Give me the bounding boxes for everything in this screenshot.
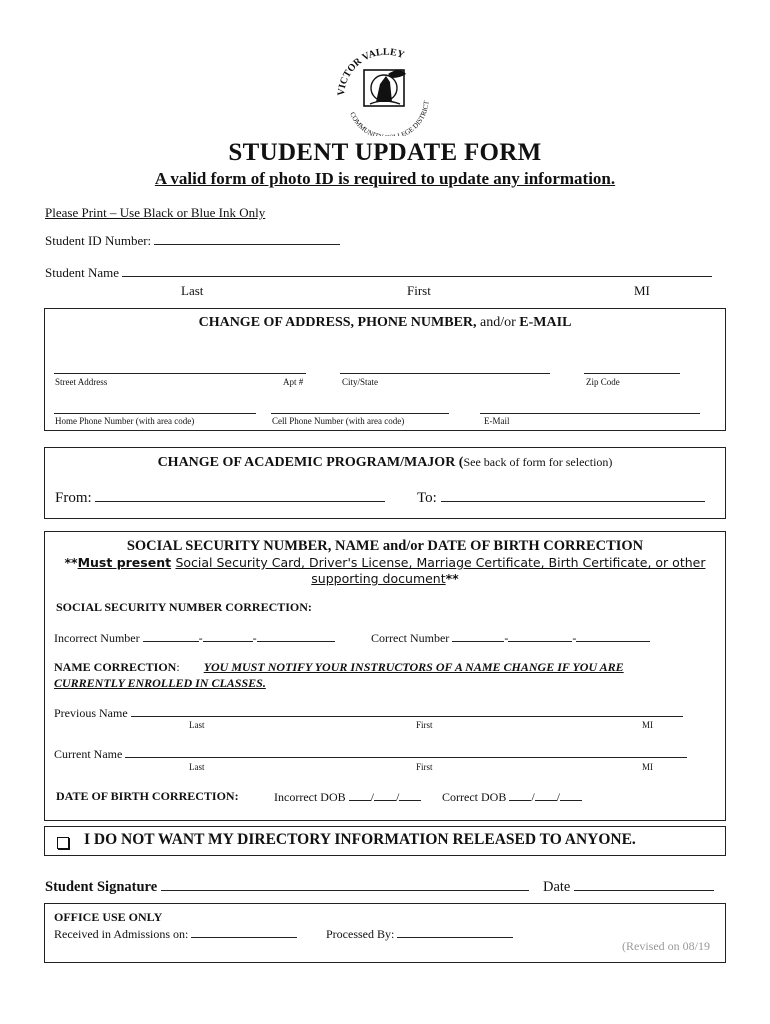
current-last-caption: Last: [189, 762, 205, 772]
email-caption: E-Mail: [484, 416, 510, 426]
previous-name-field[interactable]: [131, 705, 683, 717]
signature-row: Student Signature: [45, 878, 529, 896]
name-correction-notice: NAME CORRECTION: YOU MUST NOTIFY YOUR INSTRUCTORS OF A NAME CHANGE IF YOU ARE CURRENTLY ENROLLED IN CLASSES.: [54, 660, 624, 690]
student-name-first-caption: First: [407, 283, 431, 298]
signature-field[interactable]: [161, 878, 529, 891]
student-id-label: Student ID Number:: [45, 233, 152, 248]
incorrect-ssn-row: Incorrect Number - -: [54, 630, 335, 646]
student-name-row: [45, 265, 712, 281]
street-address-caption: Street Address: [55, 377, 108, 387]
svg-text:COMMUNITY COLLEGE DISTRICT: COMMUNIT LEGE DISTRICT: [348, 100, 431, 136]
correct-ssn-part1[interactable]: [452, 630, 504, 642]
form-title: STUDENT UPDATE FORM: [228, 139, 542, 166]
correction-heading: SOCIAL SECURITY NUMBER, NAME and/or DATE OF BIRTH CORRECTION: [126, 538, 644, 554]
city-state-caption: City/State: [342, 377, 378, 387]
previous-name-row: Previous Name: [54, 705, 683, 721]
student-name-last-caption: Last: [181, 283, 204, 298]
correct-dob-day[interactable]: [535, 789, 557, 801]
correct-ssn-row: Correct Number - -: [371, 630, 650, 646]
cell-phone-caption: Cell Phone Number (with area code): [272, 416, 405, 426]
office-heading: OFFICE USE ONLY: [54, 910, 163, 924]
photo-id-notice: A valid form of photo ID is required to update any information.: [154, 169, 616, 188]
current-name-row: Current Name: [54, 746, 687, 762]
processed-row: Processed By:: [326, 926, 513, 942]
from-label: From:: [55, 490, 92, 506]
student-name-mi-caption: MI: [634, 283, 650, 298]
correct-dob-row: Correct DOB / /: [442, 789, 582, 805]
correct-ssn-part3[interactable]: [576, 630, 650, 642]
date-row: Date: [543, 878, 714, 896]
current-name-field[interactable]: [125, 746, 687, 758]
from-field[interactable]: [95, 489, 385, 502]
address-heading: CHANGE OF ADDRESS, PHONE NUMBER, and/or E-MAIL: [198, 315, 572, 330]
previous-first-caption: First: [416, 720, 433, 730]
to-field[interactable]: [441, 489, 705, 502]
program-to-row: [417, 489, 705, 507]
revision-note: (Revised on 08/19: [622, 939, 710, 953]
date-field[interactable]: [574, 878, 714, 891]
previous-last-caption: Last: [189, 720, 205, 730]
current-mi-caption: MI: [642, 762, 653, 772]
home-phone-field[interactable]: [54, 402, 256, 414]
previous-mi-caption: MI: [642, 720, 653, 730]
print-note: Please Print – Use Black or Blue Ink Only: [45, 205, 266, 220]
zip-code-field[interactable]: [584, 362, 680, 374]
student-id-field[interactable]: [154, 233, 340, 245]
documents-notice: **Must present Social Security Card, Driver's License, Marriage Certificate, Birth Certificate, or other supporting document**: [64, 555, 706, 586]
incorrect-dob-year[interactable]: [399, 789, 421, 801]
college-logo: [330, 44, 440, 136]
incorrect-ssn-part3[interactable]: [257, 630, 335, 642]
zip-code-caption: Zip Code: [586, 377, 620, 387]
current-first-caption: First: [416, 762, 433, 772]
student-id-row: [45, 233, 340, 249]
incorrect-dob-day[interactable]: [374, 789, 396, 801]
incorrect-dob-row: Incorrect DOB / /: [274, 789, 421, 805]
student-name-field[interactable]: [122, 265, 712, 277]
home-phone-caption: Home Phone Number (with area code): [55, 416, 195, 426]
correct-dob-year[interactable]: [560, 789, 582, 801]
incorrect-ssn-part2[interactable]: [203, 630, 253, 642]
directory-opt-out-text: I DO NOT WANT MY DIRECTORY INFORMATION RELEASED TO ANYONE.: [84, 831, 636, 848]
directory-checkbox[interactable]: [57, 837, 69, 849]
ssn-heading: SOCIAL SECURITY NUMBER CORRECTION:: [56, 600, 312, 614]
street-address-field[interactable]: [54, 362, 306, 374]
correct-ssn-part2[interactable]: [508, 630, 572, 642]
dob-heading: DATE OF BIRTH CORRECTION:: [56, 789, 239, 803]
city-state-field[interactable]: [340, 362, 550, 374]
received-row: Received in Admissions on:: [54, 926, 297, 942]
received-date-field[interactable]: [191, 926, 297, 938]
incorrect-ssn-part1[interactable]: [143, 630, 199, 642]
program-from-row: [55, 489, 385, 507]
incorrect-dob-month[interactable]: [349, 789, 371, 801]
cell-phone-field[interactable]: [271, 402, 449, 414]
program-heading: CHANGE OF ACADEMIC PROGRAM/MAJOR (See back of form for selection): [157, 455, 613, 470]
email-field[interactable]: [480, 402, 700, 414]
to-label: To:: [417, 490, 437, 506]
svg-text:VICTOR VALLEY: VICTOR VALLEY: [335, 46, 406, 97]
processed-by-field[interactable]: [397, 926, 513, 938]
student-name-label: Student Name: [45, 265, 120, 280]
correct-dob-month[interactable]: [509, 789, 531, 801]
apt-caption: Apt #: [283, 377, 304, 387]
